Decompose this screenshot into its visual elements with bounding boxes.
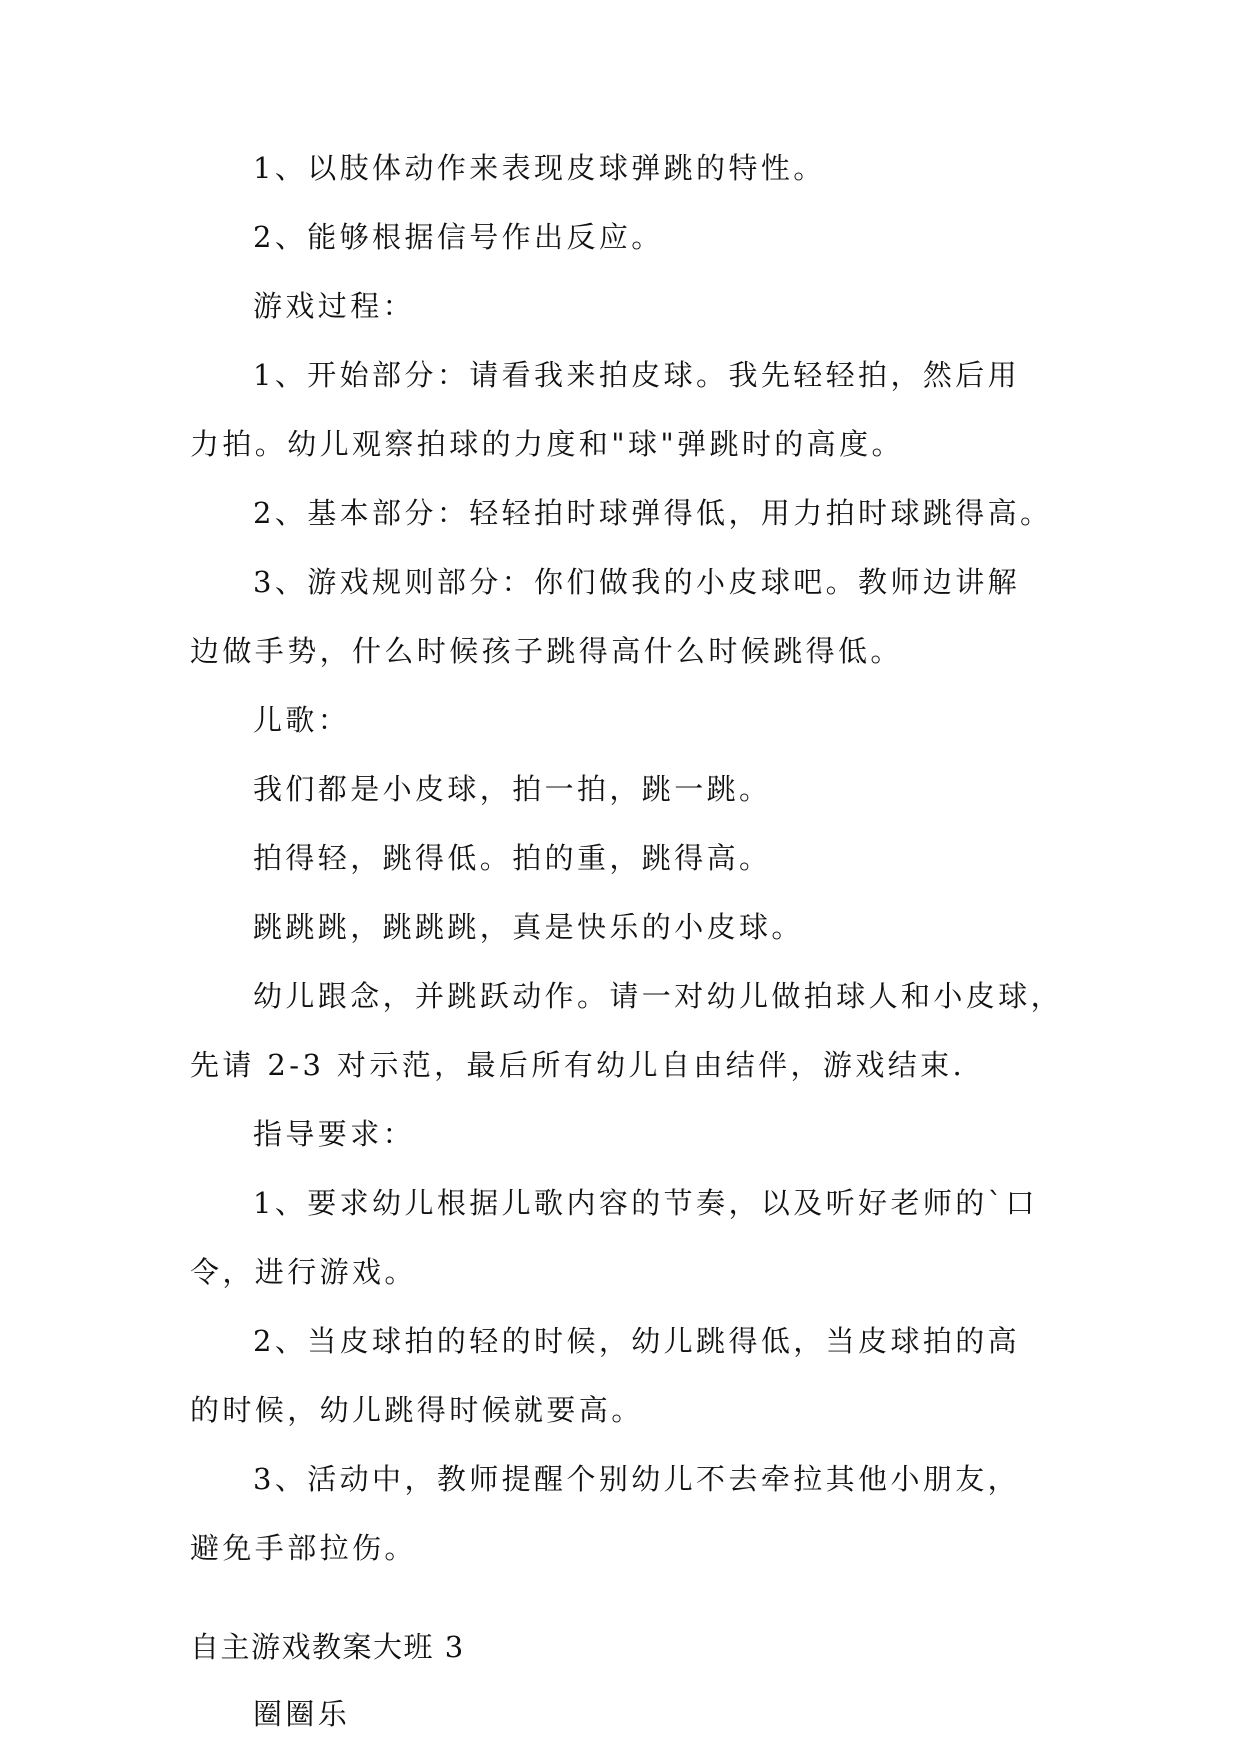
section-heading: 自主游戏教案大班 3 xyxy=(190,1630,465,1664)
rhyme-line: 跳跳跳，跳跳跳，真是快乐的小皮球。 xyxy=(253,910,804,944)
objective-1: 1、以肢体动作来表现皮球弹跳的特性。 xyxy=(253,151,826,185)
rhyme-line: 拍得轻，跳得低。拍的重，跳得高。 xyxy=(253,841,772,875)
paragraph-line: 令，进行游戏。 xyxy=(190,1255,417,1289)
paragraph-line: 幼儿跟念，并跳跃动作。请一对幼儿做拍球人和小皮球， xyxy=(253,979,1064,1013)
process-heading: 游戏过程： xyxy=(253,289,416,323)
rhyme-heading: 儿歌： xyxy=(253,703,351,737)
guidance-heading: 指导要求： xyxy=(253,1117,416,1151)
paragraph-line: 1、开始部分：请看我来拍皮球。我先轻轻拍，然后用 xyxy=(253,358,1021,392)
paragraph-line: 边做手势，什么时候孩子跳得高什么时候跳得低。 xyxy=(190,634,903,668)
paragraph-line: 避免手部拉伤。 xyxy=(190,1531,417,1565)
section-subtitle: 圈圈乐 xyxy=(253,1697,351,1731)
paragraph-line: 2、当皮球拍的轻的时候，幼儿跳得低，当皮球拍的高 xyxy=(253,1324,1021,1358)
paragraph-line: 先请 2-3 对示范，最后所有幼儿自由结伴，游戏结束. xyxy=(190,1048,966,1082)
paragraph-line: 的时候，幼儿跳得时候就要高。 xyxy=(190,1393,644,1427)
paragraph-line: 1、要求幼儿根据儿歌内容的节奏，以及听好老师的`口 xyxy=(253,1186,1038,1220)
paragraph-line: 力拍。幼儿观察拍球的力度和"球"弹跳时的高度。 xyxy=(190,427,904,461)
paragraph-line: 2、基本部分：轻轻拍时球弹得低，用力拍时球跳得高。 xyxy=(253,496,1053,530)
objective-2: 2、能够根据信号作出反应。 xyxy=(253,220,664,254)
paragraph-line: 3、游戏规则部分：你们做我的小皮球吧。教师边讲解 xyxy=(253,565,1021,599)
paragraph-line: 3、活动中，教师提醒个别幼儿不去牵拉其他小朋友， xyxy=(253,1462,1021,1496)
rhyme-line: 我们都是小皮球，拍一拍，跳一跳。 xyxy=(253,772,772,806)
